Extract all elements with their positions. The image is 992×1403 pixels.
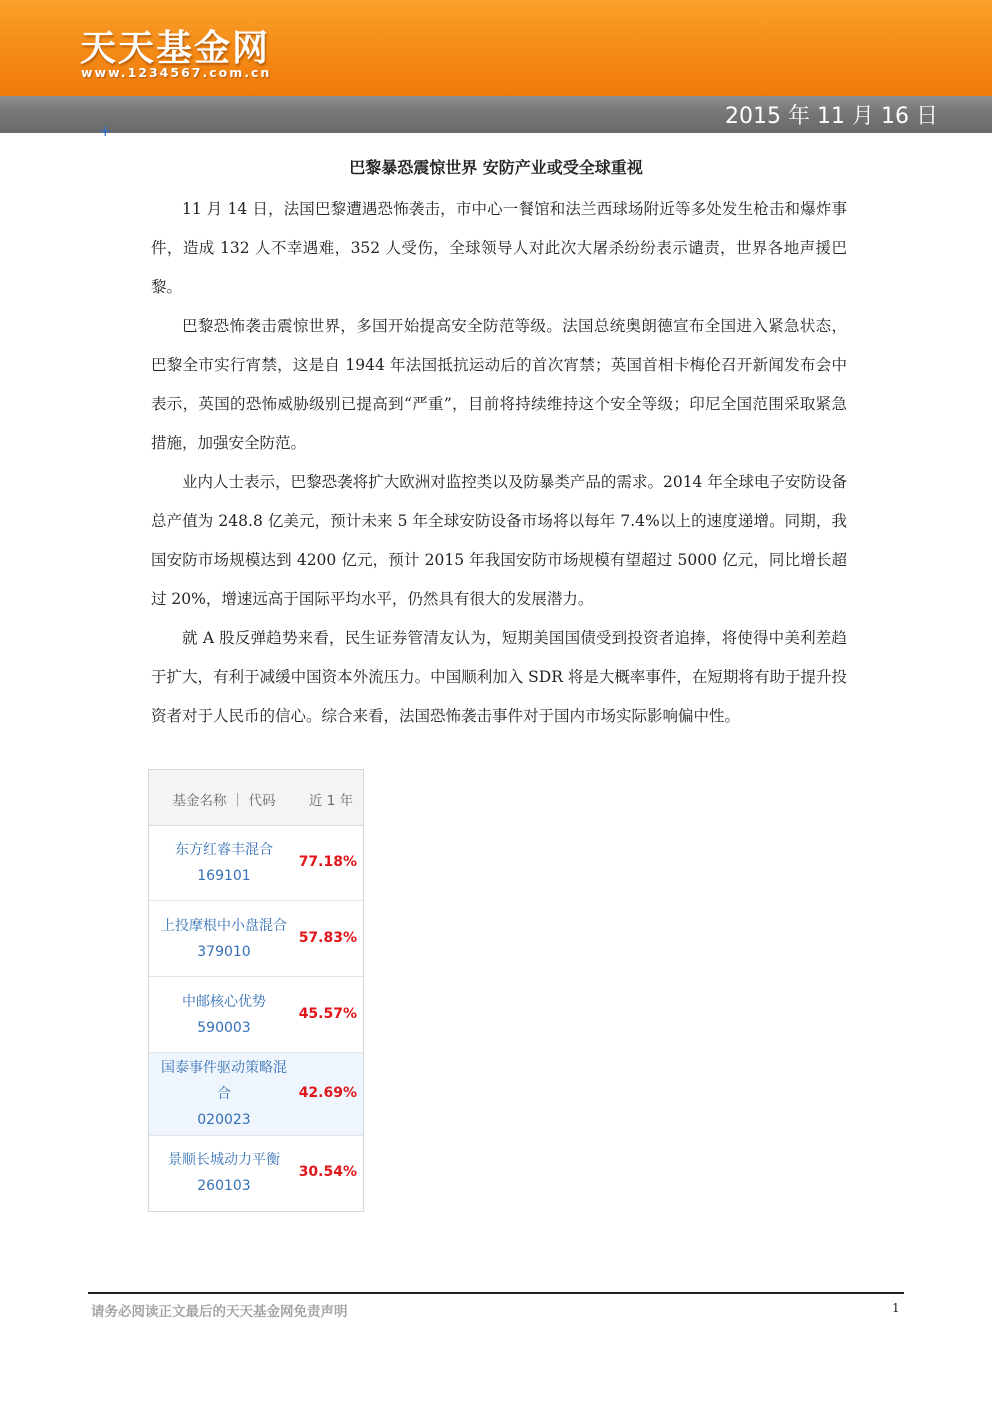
paragraph-2: 巴黎恐怖袭击震惊世界，多国开始提高安全防范等级。法国总统奥朗德宣布全国进入紧急状态，巴黎全市实行宵禁，这是自 1944 年法国抵抗运动后的首次宵禁；英国首相卡梅伦召开新闻发布会中表示，英国的恐怖威胁级别已提高到“严重”，目前将持续维持这个安全等级；印尼全国范围采取紧急措施，加强安全防范。 [151, 317, 847, 452]
fund-name-block [149, 1055, 299, 1133]
fund-name-block [149, 1147, 299, 1199]
site-url: www.1234567.com.cn [81, 65, 272, 80]
paragraph-1: 11 月 14 日，法国巴黎遭遇恐怖袭击，市中心一餐馆和法兰西球场附近等多处发生枪击和爆炸事件，造成 132 人不幸遇难，352 人受伤，全球领导人对此次大屠杀纷纷表示谴责，世界各地声援巴黎。 [151, 200, 847, 296]
fund-code[interactable]: 260103 [197, 1178, 251, 1194]
fund-name-continued[interactable]: 合 [217, 1086, 231, 1102]
paragraph-4: 就 A 股反弹趋势来看，民生证券管清友认为，短期美国国债受到投资者追捧，将使得中美利差趋于扩大，有利于减缓中国资本外流压力。中国顺利加入 SDR 将是大概率事件，在短期将有助于提升投资者对于人民币的信心。综合来看，法国恐怖袭击事件对于国内市场实际影响偏中性。 [151, 629, 847, 725]
footer-divider [88, 1292, 904, 1294]
plus-icon: + [99, 122, 112, 140]
fund-code[interactable]: 590003 [197, 1020, 251, 1036]
fund-code[interactable]: 169101 [197, 868, 251, 884]
table-row[interactable] [149, 901, 363, 977]
table-row[interactable] [149, 977, 363, 1053]
article-body [151, 190, 847, 736]
table-row[interactable] [149, 1053, 363, 1136]
fund-return: 57.83% [298, 930, 357, 946]
site-logo[interactable]: 天天基金网 [80, 27, 271, 69]
fund-name[interactable]: 上投摩根中小盘混合 [161, 918, 287, 934]
fund-name[interactable]: 国泰事件驱动策略混 [161, 1060, 287, 1076]
table-row[interactable] [149, 1136, 363, 1211]
fund-name-block [149, 913, 299, 965]
fund-ranking-table [148, 769, 364, 1212]
fund-return: 42.69% [298, 1085, 357, 1101]
fund-name[interactable]: 东方红睿丰混合 [175, 842, 273, 858]
fund-name-block [149, 989, 299, 1041]
table-header [149, 770, 363, 826]
fund-return: 30.54% [298, 1164, 357, 1180]
disclaimer-notice: 请务必阅读正文最后的天天基金网免责声明 [91, 1304, 348, 1320]
fund-name-block [149, 837, 299, 889]
fund-code[interactable]: 020023 [197, 1112, 251, 1128]
article-title: 巴黎暴恐震惊世界 安防产业或受全球重视 [349, 158, 643, 177]
report-date: 2015 年 11 月 16 日 [725, 104, 938, 129]
page-number: 1 [892, 1301, 900, 1315]
fund-code[interactable]: 379010 [197, 944, 251, 960]
table-row[interactable] [149, 825, 363, 901]
header-fund-name: 基金名称 ｜ 代码 [172, 793, 276, 809]
fund-name[interactable]: 中邮核心优势 [182, 994, 266, 1010]
header-one-year-return: 近 1 年 [308, 793, 354, 809]
fund-return: 45.57% [298, 1006, 357, 1022]
fund-name[interactable]: 景顺长城动力平衡 [168, 1152, 280, 1168]
fund-return: 77.18% [298, 854, 357, 870]
paragraph-3: 业内人士表示，巴黎恐袭将扩大欧洲对监控类以及防暴类产品的需求。2014 年全球电子安防设备总产值为 248.8 亿美元，预计未来 5 年全球安防设备市场将以每年 7.4%以上的速度递增。同期，我国安防市场规模达到 4200 亿元，预计 2015 年我国安防市场规模有望超过 5000 亿元，同比增长超过 20%，增速远高于国际平均水平，仍然具有很大的发展潜力。 [151, 473, 847, 608]
